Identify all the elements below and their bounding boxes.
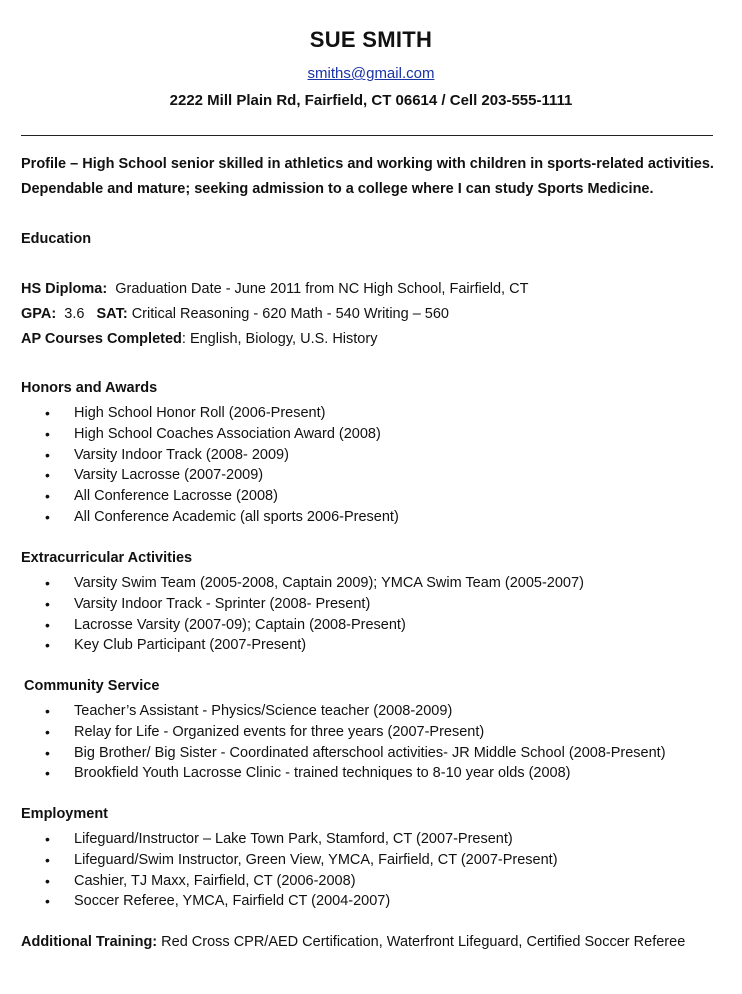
education-details xyxy=(21,277,721,352)
list-item: • Varsity Lacrosse (2007-2009) xyxy=(0,465,742,486)
gpa-value: 3.6 xyxy=(64,306,85,322)
extracurricular-heading: Extracurricular Activities xyxy=(21,550,193,566)
gpa-sat-line xyxy=(21,302,721,327)
list-item: • Cashier, TJ Maxx, Fairfield, CT (2006-2008) xyxy=(0,871,742,892)
gpa-label: GPA: xyxy=(21,306,57,322)
sat-value: Critical Reasoning - 620 Math - 540 Writing – 560 xyxy=(131,306,449,322)
list-item: • High School Coaches Association Award (2008) xyxy=(0,424,742,445)
list-item: • Big Brother/ Big Sister - Coordinated afterschool activities- JR Middle School (2008-Present) xyxy=(0,743,742,764)
header-divider xyxy=(21,135,713,136)
ap-courses-value: : English, Biology, U.S. History xyxy=(181,331,378,347)
list-item: • Lifeguard/Swim Instructor, Green View, YMCA, Fairfield, CT (2007-Present) xyxy=(0,850,742,871)
employment-list xyxy=(0,829,742,912)
honors-heading: Honors and Awards xyxy=(21,380,158,396)
additional-training-label: Additional Training: xyxy=(21,934,158,950)
list-item: • Soccer Referee, YMCA, Fairfield CT (2004-2007) xyxy=(0,891,742,912)
list-item: • Key Club Participant (2007-Present) xyxy=(0,635,742,656)
list-item: • High School Honor Roll (2006-Present) xyxy=(0,403,742,424)
profile-line-1: Profile – High School senior skilled in athletics and working with children in sports-related activities. xyxy=(21,156,714,172)
email-link[interactable]: smiths@gmail.com xyxy=(307,65,435,82)
honors-list xyxy=(0,403,742,528)
profile-section xyxy=(21,152,721,202)
community-service-heading: Community Service xyxy=(24,678,160,694)
list-item: • All Conference Lacrosse (2008) xyxy=(0,486,742,507)
ap-courses-label: AP Courses Completed xyxy=(21,331,182,347)
list-item: • Varsity Indoor Track - Sprinter (2008- Present) xyxy=(0,594,742,615)
education-heading: Education xyxy=(21,231,92,247)
contact-line: 2222 Mill Plain Rd, Fairfield, CT 06614 / Cell 203-555-1111 xyxy=(169,92,573,109)
list-item: • Brookfield Youth Lacrosse Clinic - trained techniques to 8-10 year olds (2008) xyxy=(0,763,742,784)
extracurricular-list xyxy=(0,573,742,656)
profile-line-2: Dependable and mature; seeking admission to a college where I can study Sports Medicine. xyxy=(21,181,654,197)
additional-training-line xyxy=(21,930,721,955)
ap-courses-line xyxy=(21,327,721,352)
employment-heading: Employment xyxy=(21,806,109,822)
applicant-name: SUE SMITH xyxy=(309,27,433,52)
sat-label: SAT: xyxy=(96,306,128,322)
community-service-list xyxy=(0,701,742,784)
diploma-label: HS Diploma: xyxy=(21,281,108,297)
list-item: • Teacher’s Assistant - Physics/Science teacher (2008-2009) xyxy=(0,701,742,722)
diploma-line xyxy=(21,277,721,302)
list-item: • Varsity Indoor Track (2008- 2009) xyxy=(0,445,742,466)
list-item: • Lifeguard/Instructor – Lake Town Park, Stamford, CT (2007-Present) xyxy=(0,829,742,850)
email-line xyxy=(0,65,742,82)
additional-training-value: Red Cross CPR/AED Certification, Waterfront Lifeguard, Certified Soccer Referee xyxy=(161,934,686,950)
list-item: • All Conference Academic (all sports 2006-Present) xyxy=(0,507,742,528)
diploma-value: Graduation Date - June 2011 from NC High School, Fairfield, CT xyxy=(115,281,529,297)
list-item: • Lacrosse Varsity (2007-09); Captain (2008-Present) xyxy=(0,615,742,636)
list-item: • Relay for Life - Organized events for three years (2007-Present) xyxy=(0,722,742,743)
list-item: • Varsity Swim Team (2005-2008, Captain 2009); YMCA Swim Team (2005-2007) xyxy=(0,573,742,594)
